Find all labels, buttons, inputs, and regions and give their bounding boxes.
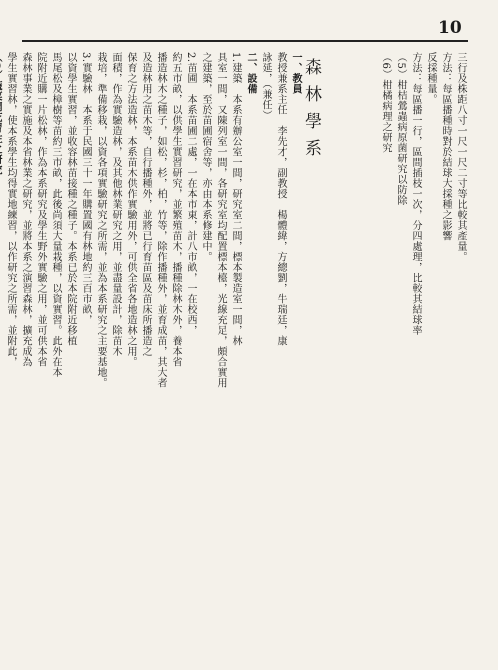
- text-line: 約五市畝，以供學生實習研究，並繁殖苗木，播種除林木外，養本省: [170, 52, 181, 367]
- text-line: 之建築，至於苗圃宿舍等，亦由本系修建中。: [200, 52, 211, 262]
- text-line: 院附近購一片松林，作為本系研究及學生野外實驗之用，並可供本省: [35, 52, 46, 367]
- header-rule: [22, 40, 468, 42]
- text-line: 馬尾松及樟樹等苗約三市畝，此後尚須大量栽種，以資實習。此外在本: [50, 52, 61, 378]
- text-line: 以資學生實習，並收容林苗接種之種子。本系已於本院附近移植: [65, 52, 76, 346]
- text-line: 教授兼系主任 李先才，副教授 楊體緯，方總劉，牛瑞廷，康: [275, 52, 286, 346]
- text-line: 方法：每區播種時對於結球大採種之影響: [440, 52, 451, 241]
- text-line: 3.實驗林 本系于民國三十一年購置國有林地約三百市畝，: [80, 52, 91, 326]
- text-line: 具室一間，又陳列室一間，各研究室均配置標本檯，光線充足，頗合實用: [215, 52, 226, 388]
- text-line: 1.建築 本系有辦公室一間，研究室二間，標本製造室一間，林: [230, 52, 241, 347]
- text-line: 反採種量。: [425, 52, 436, 105]
- right-block: [378, 52, 468, 644]
- text-line: 學生實習林，使本系學生均得實地練習，以作研究之所需，並附此，: [5, 52, 16, 367]
- section-title: 森林學系: [301, 58, 321, 166]
- text-line: 詠延，（兼任）: [260, 52, 271, 121]
- body-text: [5, 52, 468, 644]
- text-line: 面積，作為實驗造林，及其他林業研究之用，並盡量設計，除苗木: [110, 52, 121, 357]
- text-line: 栽培，準備移栽，以資各項實驗研究之所需，並為本系研究之主要基地。: [95, 52, 106, 388]
- heading: 二、設備: [245, 52, 256, 94]
- text-line: 森林事業之實施及本省林業之研究，並將本系之演習森林，擴充成為: [20, 52, 31, 367]
- text-line: 及造林用之苗木等，自行播種外，並將已行育苗區及苗床所播造之: [140, 52, 151, 357]
- text-line: 三行及株距八寸一尺一尺二寸等比較其產量。: [455, 52, 466, 262]
- text-line: 2.苗圃 本系苗圃二處，一在本市東，計八市畝，一在校西，: [185, 52, 196, 336]
- text-line: 方法：每區播一行，區間插枝一次，分四處理，比較其結球率: [410, 52, 421, 336]
- text-line: （6）柑橘病理之研究: [380, 52, 391, 154]
- page-number: 10: [438, 18, 462, 38]
- forest-dept-block: [198, 52, 303, 644]
- forest-block: [3, 52, 93, 644]
- seedlings-block: [93, 52, 198, 644]
- text-line: 播造林木之種子，如松，杉，柏，竹等，除作播種外，並育成苗，其大者: [155, 52, 166, 388]
- heading: 一、教員: [290, 52, 301, 94]
- text-line: （5）柑桔鶯蟲病原菌研究以防除: [395, 52, 406, 206]
- text-line: 保育之方法造林，本系苗木供作實驗用外，可供全省各地造林之用。: [125, 52, 136, 367]
